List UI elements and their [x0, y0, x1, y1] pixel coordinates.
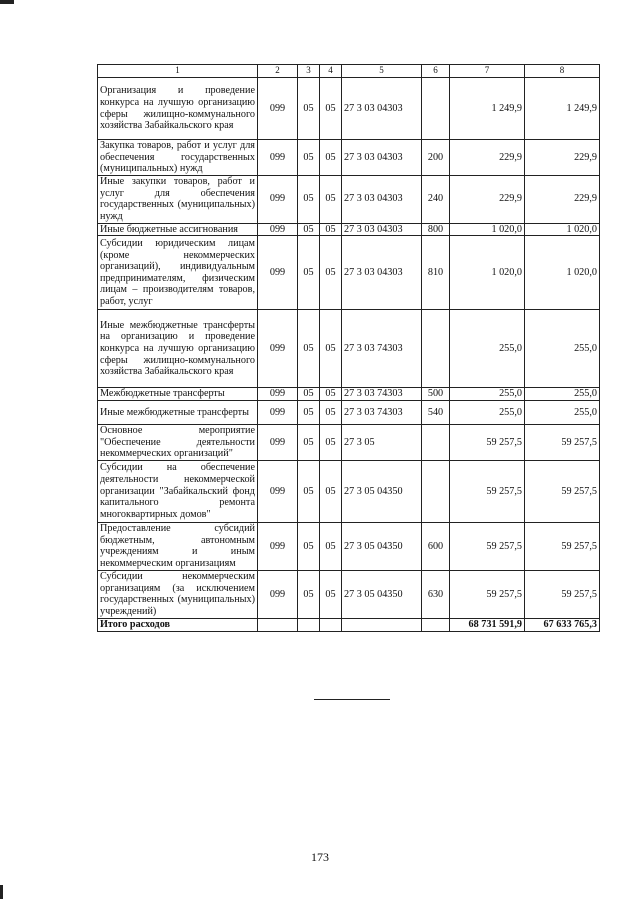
amount-col8: 255,0	[525, 310, 600, 388]
section-code: 05	[298, 424, 320, 460]
section-code: 05	[298, 310, 320, 388]
target-article-code: 27 3 03 04303	[342, 78, 422, 140]
total-empty	[320, 618, 342, 631]
row-name: Иные бюджетные ассигнования	[98, 223, 258, 236]
table-row	[98, 522, 600, 570]
target-article-code: 27 3 03 04303	[342, 236, 422, 310]
amount-col8: 59 257,5	[525, 522, 600, 570]
subsection-code: 05	[320, 424, 342, 460]
expense-type-code: 500	[422, 388, 450, 401]
total-col8: 67 633 765,3	[525, 618, 600, 631]
amount-col7: 255,0	[450, 388, 525, 401]
subsection-code: 05	[320, 175, 342, 223]
column-header: 1	[98, 65, 258, 78]
subsection-code: 05	[320, 388, 342, 401]
admin-code: 099	[258, 460, 298, 522]
total-empty	[342, 618, 422, 631]
table-row	[98, 140, 600, 176]
section-code: 05	[298, 223, 320, 236]
row-name: Иные закупки товаров, работ и услуг для обеспечения государственных (муниципальных) нужд	[98, 175, 258, 223]
amount-col8: 229,9	[525, 175, 600, 223]
column-header: 7	[450, 65, 525, 78]
target-article-code: 27 3 05	[342, 424, 422, 460]
target-article-code: 27 3 03 04303	[342, 223, 422, 236]
table-row	[98, 310, 600, 388]
target-article-code: 27 3 03 04303	[342, 140, 422, 176]
row-name: Основное мероприятие "Обеспечение деятельности некоммерческих организаций"	[98, 424, 258, 460]
total-empty	[422, 618, 450, 631]
subsection-code: 05	[320, 460, 342, 522]
section-code: 05	[298, 522, 320, 570]
admin-code: 099	[258, 175, 298, 223]
amount-col7: 229,9	[450, 175, 525, 223]
column-header: 4	[320, 65, 342, 78]
section-code: 05	[298, 388, 320, 401]
amount-col8: 229,9	[525, 140, 600, 176]
admin-code: 099	[258, 424, 298, 460]
total-label: Итого расходов	[98, 618, 258, 631]
subsection-code: 05	[320, 223, 342, 236]
column-header: 6	[422, 65, 450, 78]
total-col7: 68 731 591,9	[450, 618, 525, 631]
section-code: 05	[298, 78, 320, 140]
amount-col7: 1 020,0	[450, 223, 525, 236]
amount-col7: 59 257,5	[450, 424, 525, 460]
target-article-code: 27 3 03 74303	[342, 388, 422, 401]
page-number: 173	[311, 850, 329, 864]
target-article-code: 27 3 03 04303	[342, 175, 422, 223]
expense-type-code	[422, 78, 450, 140]
section-code: 05	[298, 400, 320, 424]
target-article-code: 27 3 05 04350	[342, 522, 422, 570]
table-row	[98, 236, 600, 310]
total-empty	[258, 618, 298, 631]
row-name: Субсидии некоммерческим организациям (за исключением государственных (муниципальных) учреждений)	[98, 570, 258, 618]
expense-type-code: 200	[422, 140, 450, 176]
section-code: 05	[298, 236, 320, 310]
expense-type-code	[422, 424, 450, 460]
expense-type-code: 630	[422, 570, 450, 618]
table-row	[98, 400, 600, 424]
row-name: Организация и проведение конкурса на лучшую организацию сферы жилищно-коммунального хозяйства Забайкальского края	[98, 78, 258, 140]
table-row	[98, 175, 600, 223]
amount-col7: 59 257,5	[450, 570, 525, 618]
amount-col7: 1 020,0	[450, 236, 525, 310]
admin-code: 099	[258, 522, 298, 570]
footer-divider	[314, 699, 390, 700]
section-code: 05	[298, 175, 320, 223]
expense-type-code: 240	[422, 175, 450, 223]
section-code: 05	[298, 460, 320, 522]
subsection-code: 05	[320, 570, 342, 618]
table-row	[98, 460, 600, 522]
subsection-code: 05	[320, 310, 342, 388]
scan-corner-mark	[0, 0, 14, 4]
expense-type-code: 800	[422, 223, 450, 236]
amount-col8: 1 020,0	[525, 223, 600, 236]
amount-col8: 255,0	[525, 400, 600, 424]
expense-type-code	[422, 310, 450, 388]
subsection-code: 05	[320, 522, 342, 570]
admin-code: 099	[258, 570, 298, 618]
table-row	[98, 78, 600, 140]
amount-col7: 229,9	[450, 140, 525, 176]
column-header: 8	[525, 65, 600, 78]
admin-code: 099	[258, 78, 298, 140]
row-name: Иные межбюджетные трансферты	[98, 400, 258, 424]
budget-expenditure-table	[97, 64, 600, 632]
expense-type-code: 810	[422, 236, 450, 310]
table-row	[98, 223, 600, 236]
amount-col8: 255,0	[525, 388, 600, 401]
row-name: Предоставление субсидий бюджетным, автономным учреждениям и иным некоммерческим организациям	[98, 522, 258, 570]
admin-code: 099	[258, 140, 298, 176]
amount-col7: 59 257,5	[450, 460, 525, 522]
section-code: 05	[298, 570, 320, 618]
expense-type-code: 540	[422, 400, 450, 424]
table-row	[98, 570, 600, 618]
amount-col7: 255,0	[450, 400, 525, 424]
table-row	[98, 424, 600, 460]
amount-col8: 59 257,5	[525, 570, 600, 618]
row-name: Субсидии юридическим лицам (кроме некоммерческих организаций), индивидуальным предпринимателям, физическим лицам – производителям товаров, работ, услуг	[98, 236, 258, 310]
amount-col8: 59 257,5	[525, 424, 600, 460]
subsection-code: 05	[320, 78, 342, 140]
table-header-row	[98, 65, 600, 78]
column-header: 5	[342, 65, 422, 78]
table-body	[98, 78, 600, 632]
column-header: 2	[258, 65, 298, 78]
amount-col8: 1 249,9	[525, 78, 600, 140]
row-name: Иные межбюджетные трансферты на организацию и проведение конкурса на лучшую организацию сферы жилищно-коммунального хозяйства Забайкальского края	[98, 310, 258, 388]
subsection-code: 05	[320, 140, 342, 176]
total-empty	[298, 618, 320, 631]
target-article-code: 27 3 05 04350	[342, 460, 422, 522]
table-row	[98, 388, 600, 401]
amount-col8: 1 020,0	[525, 236, 600, 310]
admin-code: 099	[258, 236, 298, 310]
amount-col7: 255,0	[450, 310, 525, 388]
row-name: Закупка товаров, работ и услуг для обеспечения государственных (муниципальных) нужд	[98, 140, 258, 176]
admin-code: 099	[258, 310, 298, 388]
target-article-code: 27 3 03 74303	[342, 400, 422, 424]
admin-code: 099	[258, 400, 298, 424]
section-code: 05	[298, 140, 320, 176]
subsection-code: 05	[320, 400, 342, 424]
subsection-code: 05	[320, 236, 342, 310]
admin-code: 099	[258, 388, 298, 401]
column-header: 3	[298, 65, 320, 78]
amount-col8: 59 257,5	[525, 460, 600, 522]
expense-type-code: 600	[422, 522, 450, 570]
expense-type-code	[422, 460, 450, 522]
target-article-code: 27 3 05 04350	[342, 570, 422, 618]
scan-edge-mark	[0, 885, 3, 899]
total-row	[98, 618, 600, 631]
admin-code: 099	[258, 223, 298, 236]
amount-col7: 59 257,5	[450, 522, 525, 570]
row-name: Межбюджетные трансферты	[98, 388, 258, 401]
amount-col7: 1 249,9	[450, 78, 525, 140]
row-name: Субсидии на обеспечение деятельности некоммерческой организации "Забайкальский фонд капитального ремонта многоквартирных домов"	[98, 460, 258, 522]
target-article-code: 27 3 03 74303	[342, 310, 422, 388]
